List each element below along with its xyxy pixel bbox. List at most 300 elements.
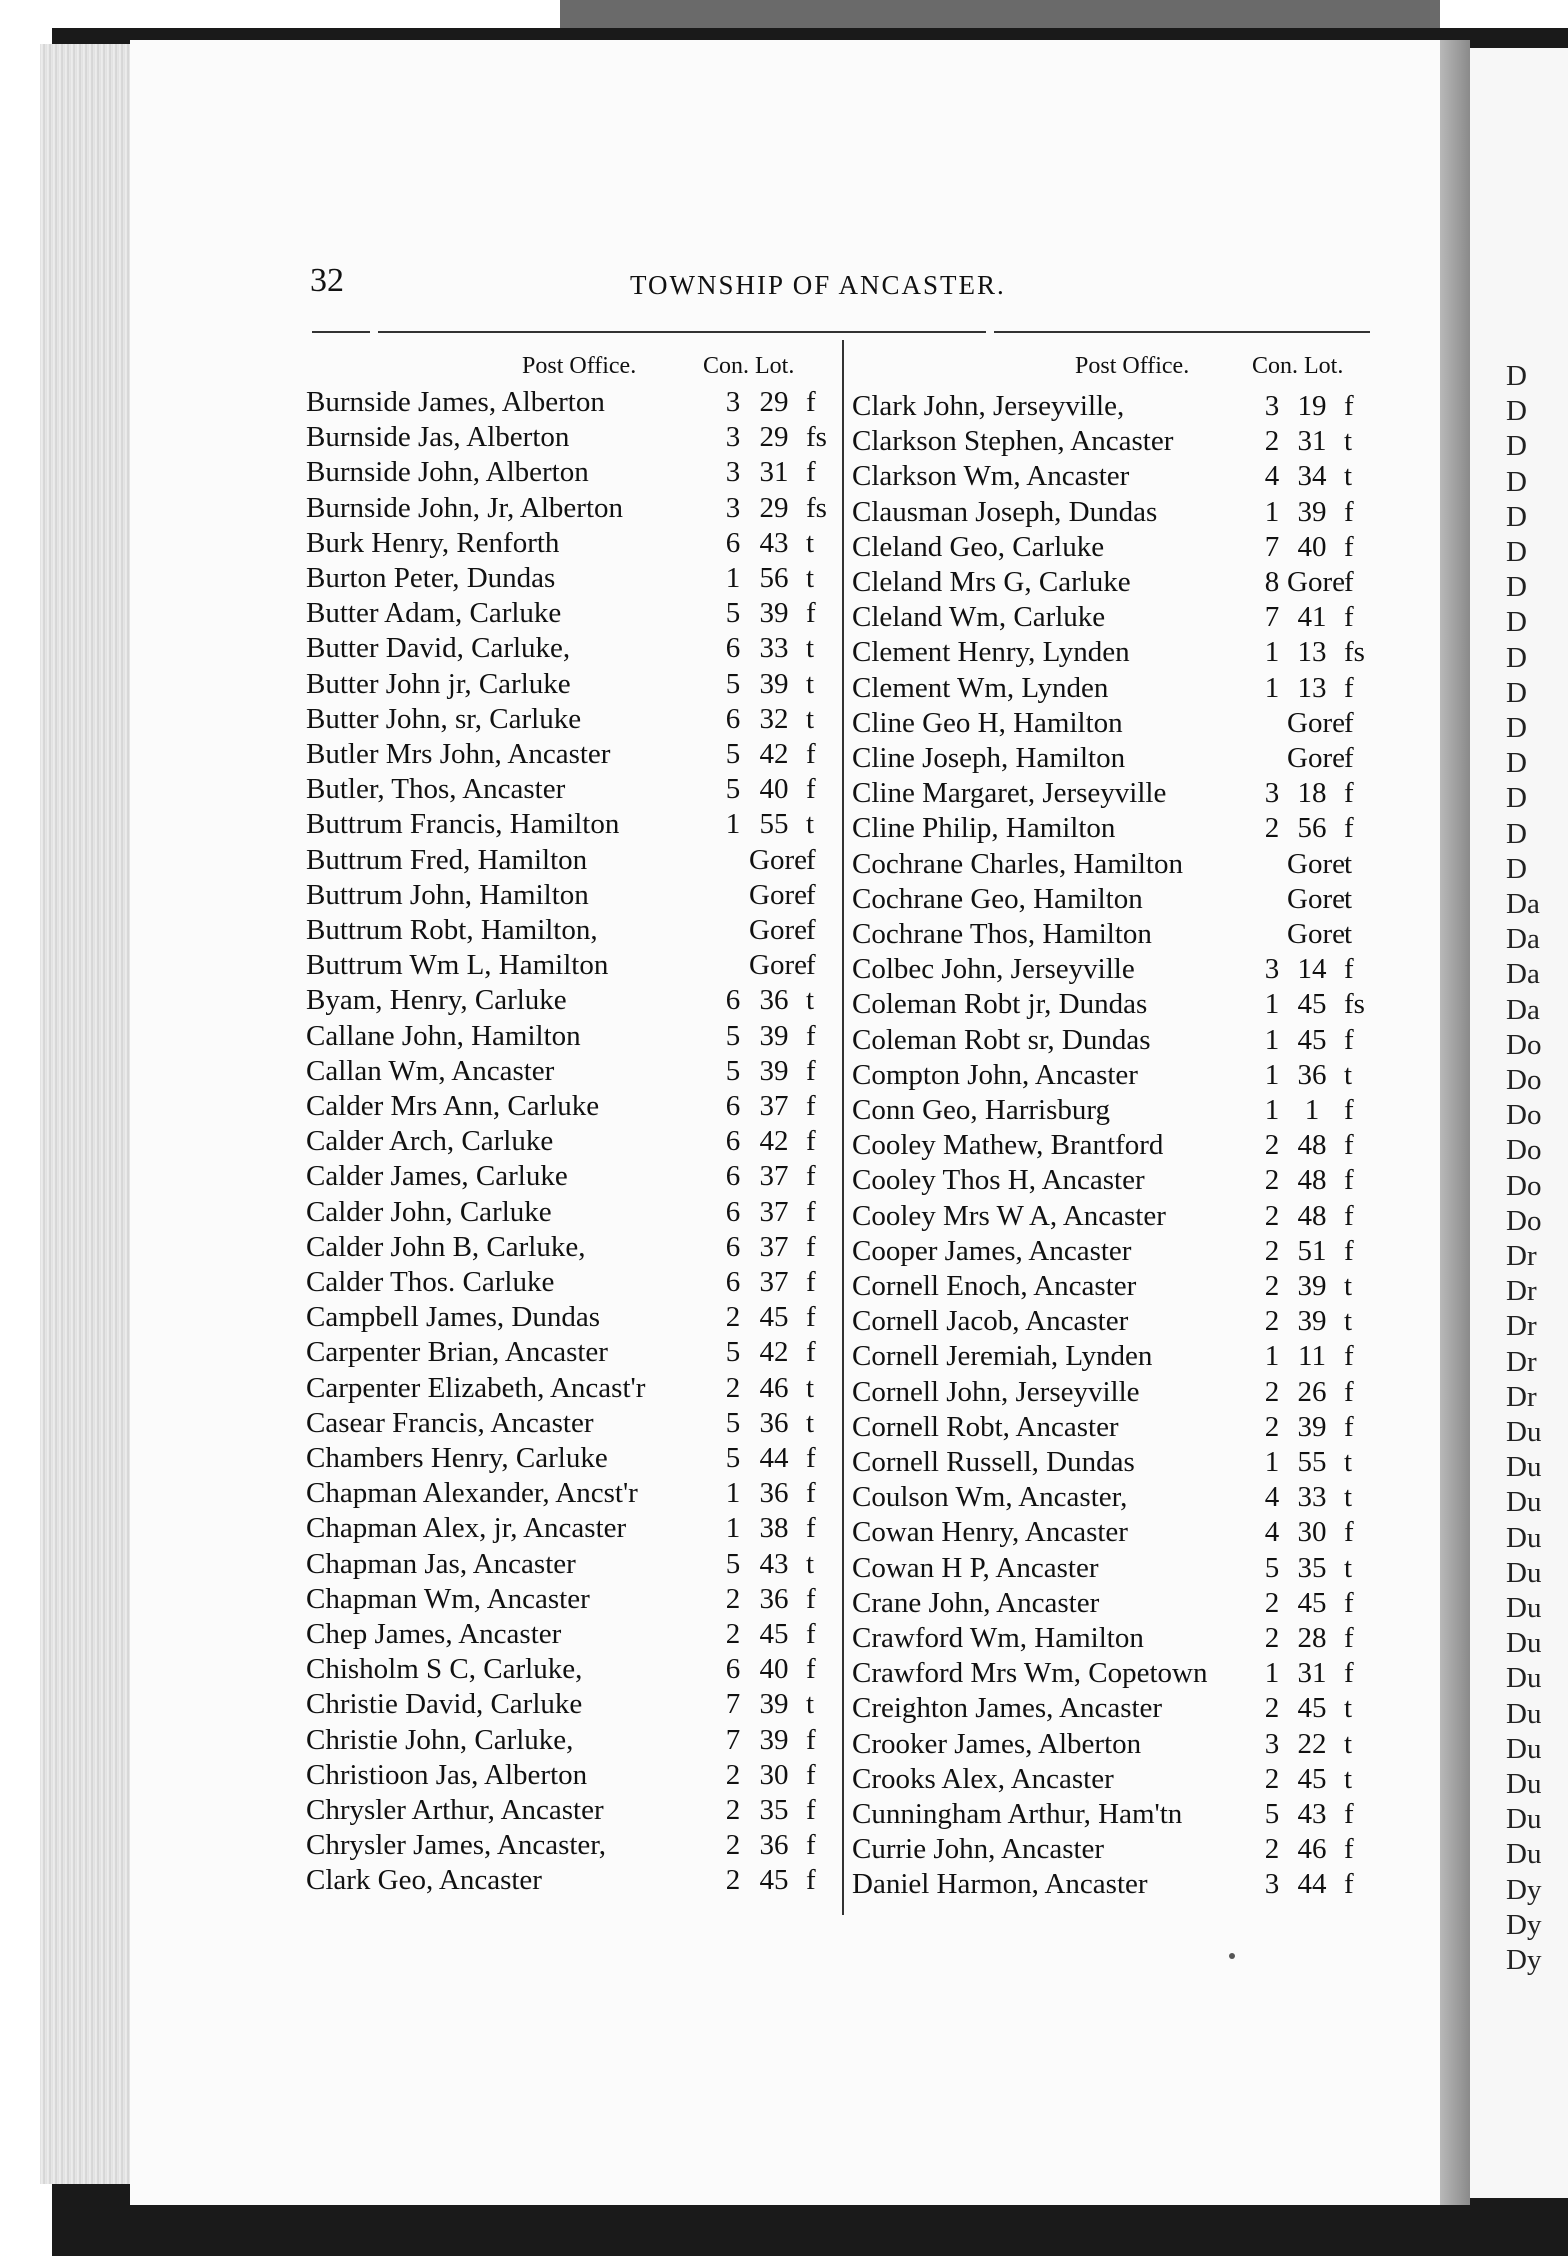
entry-con: 2	[1264, 1305, 1280, 1338]
entry-con: 6	[725, 1653, 741, 1686]
entry-lot: 42	[759, 1125, 789, 1158]
directory-entry	[852, 601, 1372, 636]
directory-entry	[306, 1055, 836, 1090]
directory-entry	[852, 812, 1372, 847]
entry-type: f	[806, 1829, 816, 1862]
entry-name: Clausman Joseph, Dundas	[852, 495, 1158, 528]
entry-lot: 1	[1304, 1094, 1320, 1126]
entry-con: 2	[1264, 1199, 1280, 1232]
directory-entry	[852, 953, 1372, 988]
entry-con: 2	[725, 1758, 741, 1791]
entry-name: Cornell Enoch, Ancaster	[852, 1270, 1137, 1302]
page-header: TOWNSHIP OF ANCASTER.	[630, 270, 1006, 300]
entry-lot: Gore	[749, 843, 807, 876]
entry-con: 2	[725, 1301, 741, 1334]
entry-con: 5	[725, 738, 741, 770]
entry-lot: 33	[1297, 1481, 1327, 1514]
entry-lot: 11	[1298, 1340, 1326, 1373]
entry-name: Clement Wm, Lynden	[852, 671, 1109, 704]
entry-name: Cooley Mrs W A, Ancaster	[852, 1199, 1166, 1232]
directory-entry	[306, 1407, 836, 1442]
entry-lot: 36	[1297, 1058, 1327, 1091]
entry-name: Coleman Robt sr, Dundas	[852, 1023, 1151, 1056]
entry-type: f	[806, 1160, 816, 1193]
next-page-letter: Do	[1506, 1099, 1542, 1132]
entry-con: 3	[725, 491, 741, 524]
entry-lot: 29	[759, 491, 789, 524]
directory-entry	[852, 1481, 1372, 1516]
entry-lot: 37	[759, 1266, 789, 1298]
entry-lot: 22	[1297, 1727, 1327, 1760]
next-page-letter: D	[1506, 500, 1527, 533]
entry-name: Clark John, Jerseyville,	[852, 390, 1125, 422]
entry-lot: 29	[759, 386, 789, 418]
entry-con: 2	[1264, 1129, 1280, 1162]
entry-lot: 35	[759, 1794, 789, 1826]
entry-con: 1	[725, 808, 741, 841]
directory-entry	[852, 1164, 1372, 1199]
directory-entry	[306, 1125, 836, 1160]
entry-name: Cowan H P, Ancaster	[852, 1551, 1099, 1584]
column-divider	[842, 340, 844, 1915]
entry-lot: 37	[759, 1160, 789, 1193]
directory-entry	[306, 456, 836, 491]
entry-con: 3	[725, 421, 741, 454]
entry-name: Cornell Jeremiah, Lynden	[852, 1340, 1153, 1373]
entry-name: Chrysler Arthur, Ancaster	[306, 1794, 604, 1826]
entry-lot: 44	[1297, 1868, 1327, 1901]
entry-lot: 36	[759, 1406, 789, 1439]
entry-con: 5	[725, 1336, 741, 1369]
entry-con: 4	[1264, 1481, 1280, 1514]
entry-type: f	[806, 1266, 816, 1298]
entry-name: Butler Mrs John, Ancaster	[306, 738, 611, 770]
next-page-letter: D	[1506, 817, 1527, 850]
directory-entry	[852, 1868, 1372, 1903]
entry-name: Cleland Mrs G, Carluke	[852, 566, 1131, 598]
entry-lot: 51	[1297, 1234, 1327, 1267]
entry-type: f	[806, 1336, 816, 1369]
entry-name: Buttrum Wm L, Hamilton	[306, 949, 609, 982]
entry-con: 5	[725, 667, 741, 700]
entry-lot: 41	[1297, 601, 1327, 634]
directory-entry	[852, 1094, 1372, 1129]
entry-lot: 39	[759, 1019, 789, 1052]
entry-type: f	[806, 773, 816, 806]
next-page-letter: Du	[1506, 1732, 1542, 1765]
entry-con: 6	[725, 702, 741, 735]
next-page-letter: Dr	[1506, 1380, 1537, 1413]
entry-type: f	[806, 386, 816, 418]
entry-lot: 45	[1297, 1586, 1327, 1619]
entry-lot: 39	[1297, 1270, 1327, 1302]
directory-entry	[306, 879, 836, 914]
entry-type: f	[806, 1794, 816, 1826]
next-page-letter: D	[1506, 395, 1527, 428]
entry-con: 2	[725, 1371, 741, 1404]
entry-lot: Gore	[1287, 742, 1345, 774]
entry-lot: 31	[1297, 425, 1327, 458]
entry-con: 7	[725, 1723, 741, 1756]
directory-entry	[306, 632, 836, 667]
entry-name: Calder James, Carluke	[306, 1160, 568, 1193]
entry-lot: 55	[1297, 1446, 1327, 1478]
entry-type: t	[806, 1688, 815, 1721]
entry-lot: 44	[759, 1442, 789, 1474]
entry-con: 6	[725, 984, 741, 1017]
entry-lot: 39	[759, 1054, 789, 1087]
directory-entry	[852, 777, 1372, 812]
entry-name: Calder Arch, Carluke	[306, 1125, 554, 1158]
entry-con: 3	[1264, 953, 1280, 986]
entry-lot: 39	[759, 1723, 789, 1756]
entry-type: fs	[1344, 636, 1365, 669]
entry-type: f	[806, 1054, 816, 1087]
entry-lot: 48	[1297, 1199, 1327, 1232]
directory-entry	[852, 1692, 1372, 1727]
next-page-letter: Du	[1506, 1662, 1542, 1695]
entry-name: Currie John, Ancaster	[852, 1833, 1105, 1866]
left-post-office-header: Post Office.	[522, 353, 637, 379]
entry-lot: 28	[1297, 1622, 1327, 1654]
entry-type: t	[1344, 1692, 1353, 1725]
header-rule-left-short	[312, 331, 370, 333]
directory-entry	[306, 703, 836, 738]
directory-entry	[852, 1833, 1372, 1868]
entry-con: 6	[725, 1195, 741, 1228]
entry-name: Callane John, Hamilton	[306, 1019, 581, 1052]
entry-lot: 39	[759, 667, 789, 700]
directory-entry	[852, 1587, 1372, 1622]
entry-type: f	[806, 878, 816, 911]
directory-entry	[306, 1583, 836, 1618]
directory-entry	[306, 668, 836, 703]
entry-name: Burk Henry, Renforth	[306, 526, 560, 559]
entry-con: 6	[725, 632, 741, 665]
next-page-letter: Du	[1506, 1768, 1542, 1800]
entry-con: 6	[725, 1160, 741, 1193]
directory-entry	[306, 1864, 836, 1899]
entry-lot: 45	[1297, 988, 1327, 1021]
entry-con: 3	[1264, 1868, 1280, 1901]
next-page-letter: Du	[1506, 1486, 1542, 1519]
entry-type: f	[806, 1864, 816, 1897]
book-spine	[1440, 40, 1470, 2205]
left-con-lot-header: Con. Lot.	[703, 353, 795, 379]
next-page-letter: Du	[1506, 1556, 1542, 1589]
entry-name: Buttrum John, Hamilton	[306, 878, 589, 911]
page-number: 32	[310, 262, 344, 299]
entry-con: 1	[1264, 671, 1280, 704]
entry-name: Butter John, sr, Carluke	[306, 702, 582, 735]
directory-entry	[852, 1798, 1372, 1833]
entry-type: f	[1344, 1199, 1354, 1232]
next-page-letter: Dy	[1506, 1908, 1542, 1941]
entry-type: f	[806, 1582, 816, 1615]
entry-lot: 36	[759, 1582, 789, 1615]
entry-name: Crawford Mrs Wm, Copetown	[852, 1657, 1208, 1690]
entry-lot: 37	[759, 1230, 789, 1263]
entry-con: 2	[1264, 1622, 1280, 1654]
entry-lot: 30	[1297, 1516, 1327, 1549]
entry-type: f	[806, 597, 816, 630]
entry-type: f	[806, 949, 816, 982]
directory-entry	[306, 1442, 836, 1477]
next-page-letter: Dr	[1506, 1310, 1537, 1343]
directory-entry	[852, 1376, 1372, 1411]
entry-lot: 19	[1297, 390, 1327, 422]
next-page-letter: Do	[1506, 1134, 1542, 1167]
entry-type: f	[1344, 671, 1354, 704]
next-page-letter: Du	[1506, 1416, 1542, 1448]
directory-entry	[852, 707, 1372, 742]
next-page-letter: Da	[1506, 993, 1540, 1026]
entry-lot: 36	[759, 984, 789, 1017]
directory-entry	[306, 597, 836, 632]
entry-name: Crane John, Ancaster	[852, 1586, 1100, 1619]
entry-type: t	[806, 562, 815, 594]
next-page-letter: Do	[1506, 1028, 1542, 1061]
directory-entry	[306, 386, 836, 421]
entry-name: Carpenter Brian, Ancaster	[306, 1336, 608, 1369]
directory-entry	[306, 1724, 836, 1759]
entry-name: Cornell Jacob, Ancaster	[852, 1305, 1129, 1338]
next-page-letter: D	[1506, 641, 1527, 674]
directory-entry	[306, 1653, 836, 1688]
directory-entry	[852, 1340, 1372, 1375]
entry-con: 2	[725, 1582, 741, 1615]
entry-con: 1	[1264, 495, 1280, 528]
entry-type: f	[1344, 742, 1354, 774]
entry-name: Buttrum Fred, Hamilton	[306, 843, 588, 876]
entry-con: 1	[1264, 1657, 1280, 1690]
next-page-letter: Do	[1506, 1169, 1542, 1202]
entry-con: 2	[1264, 1410, 1280, 1443]
entry-con: 3	[725, 386, 741, 418]
entry-name: Conn Geo, Harrisburg	[852, 1094, 1111, 1126]
entry-type: t	[1344, 1551, 1353, 1584]
entry-lot: 45	[1297, 1023, 1327, 1056]
entry-con: 4	[1264, 460, 1280, 493]
entry-lot: 33	[759, 632, 789, 665]
entry-name: Burnside Jas, Alberton	[306, 421, 570, 454]
directory-entry	[306, 1512, 836, 1547]
directory-entry	[852, 742, 1372, 777]
entry-lot: 56	[759, 562, 789, 594]
entry-name: Creighton James, Ancaster	[852, 1692, 1163, 1725]
entry-name: Cline Margaret, Jerseyville	[852, 777, 1167, 810]
next-page-letter: Du	[1506, 1697, 1542, 1730]
next-page-letter: Dr	[1506, 1240, 1537, 1272]
entry-name: Cooper James, Ancaster	[852, 1234, 1132, 1267]
next-page-letter: Do	[1506, 1064, 1542, 1096]
entry-con: 1	[1264, 1058, 1280, 1091]
directory-entry	[306, 738, 836, 773]
entry-name: Casear Francis, Ancaster	[306, 1406, 594, 1439]
entry-con: 2	[1264, 1164, 1280, 1197]
entry-lot: 39	[1297, 495, 1327, 528]
directory-entry	[852, 848, 1372, 883]
entry-con: 2	[1264, 1586, 1280, 1619]
entry-type: f	[1344, 1798, 1354, 1830]
entry-lot: 45	[759, 1301, 789, 1334]
entry-con: 6	[725, 1125, 741, 1158]
entry-name: Burnside John, Jr, Alberton	[306, 491, 624, 524]
entry-con: 2	[725, 1618, 741, 1650]
entry-type: f	[1344, 1516, 1354, 1549]
entry-con: 7	[1264, 601, 1280, 634]
directory-entry	[852, 1059, 1372, 1094]
entry-type: t	[806, 632, 815, 665]
entry-con: 1	[1264, 1446, 1280, 1478]
entry-type: f	[806, 738, 816, 770]
entry-name: Christie David, Carluke	[306, 1688, 583, 1721]
directory-entry	[306, 1829, 836, 1864]
entry-name: Callan Wm, Ancaster	[306, 1054, 555, 1087]
entry-type: t	[806, 984, 815, 1017]
entry-name: Cline Philip, Hamilton	[852, 812, 1116, 845]
entry-name: Chambers Henry, Carluke	[306, 1442, 608, 1474]
directory-entry	[306, 562, 836, 597]
next-page-letter: D	[1506, 465, 1527, 498]
entry-lot: 31	[759, 456, 789, 489]
entry-type: f	[1344, 1657, 1354, 1690]
next-page-letter: Dr	[1506, 1275, 1537, 1308]
next-page-letter: D	[1506, 360, 1527, 392]
entry-con: 2	[725, 1864, 741, 1897]
entry-con: 3	[725, 456, 741, 489]
entry-type: t	[1344, 1762, 1353, 1795]
directory-entry	[852, 390, 1372, 425]
directory-entry	[852, 1728, 1372, 1763]
entry-type: t	[1344, 1446, 1353, 1478]
directory-entry	[852, 1516, 1372, 1551]
directory-entry	[852, 1235, 1372, 1270]
entry-name: Coulson Wm, Ancaster,	[852, 1481, 1128, 1514]
entry-name: Chep James, Ancaster	[306, 1618, 562, 1650]
directory-entry	[852, 1305, 1372, 1340]
entry-name: Buttrum Robt, Hamilton,	[306, 914, 598, 946]
entry-con: 3	[1264, 1727, 1280, 1760]
entry-con: 3	[1264, 777, 1280, 810]
entry-con: 3	[1264, 390, 1280, 422]
entry-type: f	[1344, 601, 1354, 634]
entry-name: Campbell James, Dundas	[306, 1301, 600, 1334]
entry-type: f	[1344, 1340, 1354, 1373]
entry-lot: 45	[759, 1618, 789, 1650]
entry-con: 7	[1264, 530, 1280, 563]
entry-lot: Gore	[749, 914, 807, 946]
directory-entry	[306, 1231, 836, 1266]
entry-type: f	[806, 1090, 816, 1122]
entry-name: Clark Geo, Ancaster	[306, 1864, 542, 1897]
directory-entry	[306, 808, 836, 843]
entry-lot: 40	[759, 1653, 789, 1686]
entry-type: f	[1344, 777, 1354, 810]
next-page-letter: Dy	[1506, 1873, 1542, 1906]
next-page-letter: Da	[1506, 888, 1540, 920]
entry-name: Chisholm S C, Carluke,	[306, 1653, 583, 1686]
entry-name: Byam, Henry, Carluke	[306, 984, 567, 1017]
entry-type: t	[1344, 882, 1353, 915]
entry-name: Burnside John, Alberton	[306, 456, 589, 489]
directory-entry	[306, 949, 836, 984]
entry-con: 1	[1264, 1340, 1280, 1373]
entry-type: f	[1344, 1868, 1354, 1901]
entry-lot: 45	[1297, 1692, 1327, 1725]
entry-con: 5	[725, 597, 741, 630]
directory-entry	[306, 914, 836, 949]
entry-lot: 40	[1297, 530, 1327, 563]
entry-type: f	[1344, 812, 1354, 845]
header-rule-left	[378, 331, 986, 333]
directory-entry	[852, 918, 1372, 953]
entry-con: 4	[1264, 1516, 1280, 1549]
entry-type: f	[806, 1442, 816, 1474]
entry-lot: 35	[1297, 1551, 1327, 1584]
entry-lot: 29	[759, 421, 789, 454]
directory-entry	[852, 425, 1372, 460]
entry-con: 1	[725, 562, 741, 594]
directory-entry	[306, 844, 836, 879]
entry-type: fs	[806, 421, 827, 454]
top-scan-border	[0, 0, 1568, 28]
entry-name: Cochrane Thos, Hamilton	[852, 918, 1152, 950]
entry-con: 5	[1264, 1551, 1280, 1584]
entry-name: Daniel Harmon, Ancaster	[852, 1868, 1148, 1901]
entry-name: Christie John, Carluke,	[306, 1723, 574, 1756]
entry-name: Colbec John, Jerseyville	[852, 953, 1135, 986]
next-page-letter: Du	[1506, 1838, 1542, 1871]
entry-con: 1	[1264, 1094, 1280, 1126]
next-page-letter: Da	[1506, 923, 1540, 956]
entry-lot: 14	[1297, 953, 1327, 986]
entry-name: Cochrane Geo, Hamilton	[852, 882, 1143, 915]
entry-type: t	[1344, 1058, 1353, 1091]
entry-con: 2	[1264, 425, 1280, 458]
entry-lot: 48	[1297, 1129, 1327, 1162]
entry-type: f	[1344, 953, 1354, 986]
entry-type: f	[806, 1618, 816, 1650]
entry-name: Chapman Alexander, Ancst'r	[306, 1477, 638, 1510]
directory-entry	[852, 1446, 1372, 1481]
entry-type: t	[806, 1406, 815, 1439]
entry-lot: 30	[759, 1758, 789, 1791]
entry-name: Cornell Robt, Ancaster	[852, 1410, 1119, 1443]
right-con-lot-header: Con. Lot.	[1252, 353, 1344, 379]
entry-type: f	[806, 1723, 816, 1756]
entry-name: Crooks Alex, Ancaster	[852, 1762, 1114, 1795]
entry-lot: Gore	[1287, 882, 1345, 915]
entry-lot: 31	[1297, 1657, 1327, 1690]
entry-con: 2	[1264, 1692, 1280, 1725]
page-edges	[40, 44, 135, 2184]
entry-con: 5	[725, 1442, 741, 1474]
entry-name: Crooker James, Alberton	[852, 1727, 1142, 1760]
entry-name: Cornell Russell, Dundas	[852, 1446, 1135, 1478]
entry-name: Cunningham Arthur, Ham'tn	[852, 1798, 1183, 1830]
entry-lot: 43	[1297, 1798, 1327, 1830]
entry-con: 6	[725, 526, 741, 559]
entry-type: f	[806, 1301, 816, 1334]
entry-type: f	[806, 1230, 816, 1263]
entry-lot: 55	[759, 808, 789, 841]
entry-con: 2	[1264, 1762, 1280, 1795]
next-page-letter: D	[1506, 606, 1527, 639]
entry-lot: 37	[759, 1090, 789, 1122]
entry-name: Chapman Alex, jr, Ancaster	[306, 1512, 627, 1545]
entry-name: Compton John, Ancaster	[852, 1058, 1138, 1091]
